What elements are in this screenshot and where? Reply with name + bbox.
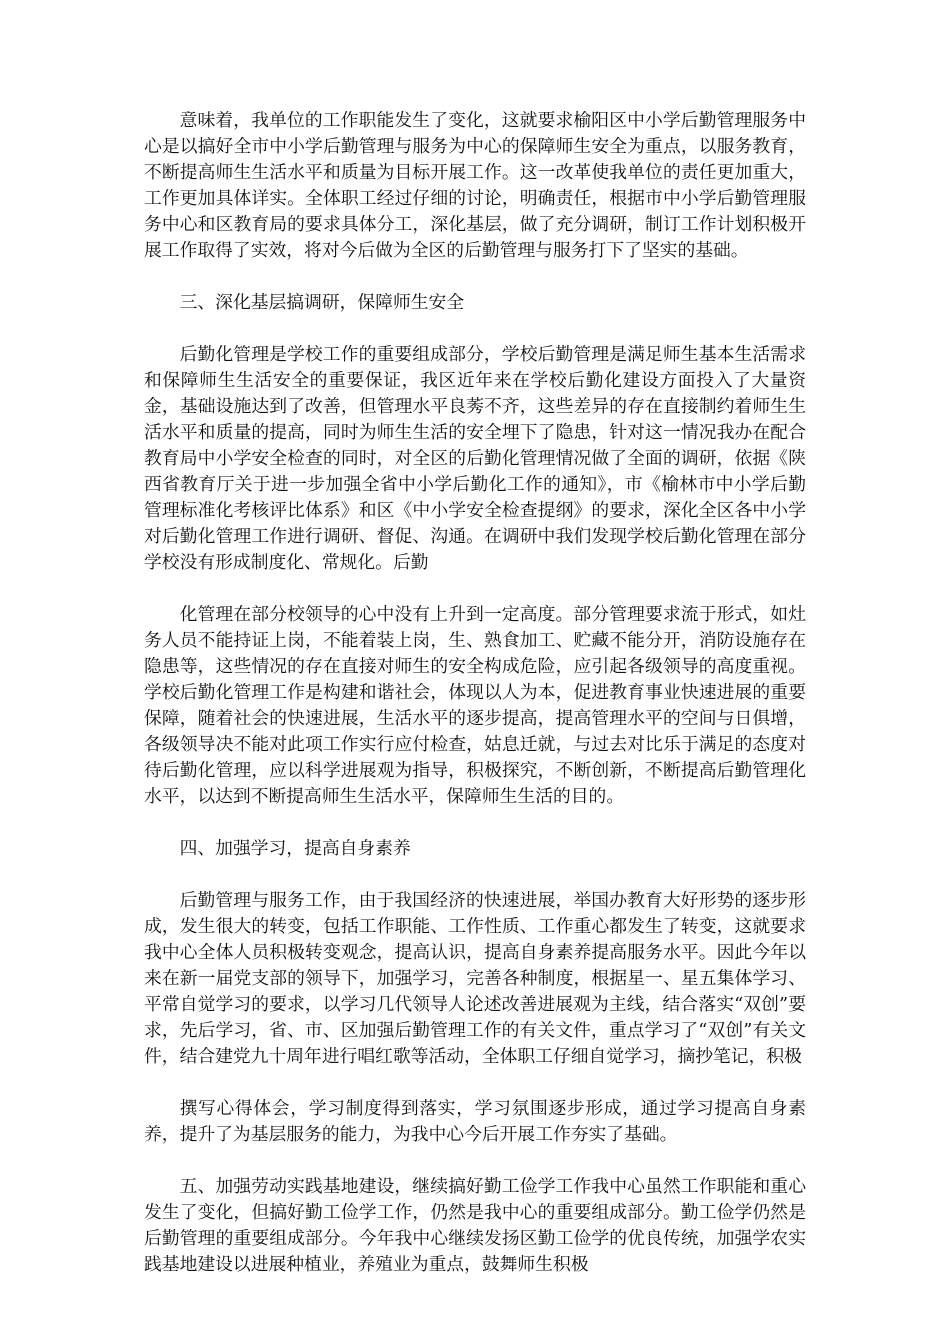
section-paragraph-5: 五、加强劳动实践基地建设，继续搞好勤工俭学工作我中心虽然工作职能和重心发生了变化，但搞好勤工俭学工作，仍然是我中心的重要组成部分。勤工俭学仍然是后勤管理的重要组成部分。今年我中心继续发扬区勤工俭学的优良传统，加强学农实践基地建设以进展种植业，养殖业为重点，鼓舞师生积极	[144, 1176, 806, 1275]
document-page	[144, 108, 806, 1278]
section-heading-3: 三、深化基层搞调研，保障师生安全	[179, 292, 465, 313]
paragraph-3: 化管理在部分校领导的心中没有上升到一定高度。部分管理要求流于形式，如灶务人员不能持证上岗，不能着装上岗，生、熟食加工、贮藏不能分开，消防设施存在隐患等，这些情况的存在直接对师生的安全构成危险，应引起各级领导的高度重视。学校后勤化管理工作是构建和谐社会，体现以人为本，促进教育事业快速进展的重要保障，随着社会的快速进展，生活水平的逐步提高，提高管理水平的空间与日俱增，各级领导决不能对此项工作实行应付检查，姑息迁就，与过去对比乐于满足的态度对待后勤化管理，应以科学进展观为指导，积极探究，不断创新，不断提高后勤管理化水平，以达到不断提高师生生活水平，保障师生生活的目的。	[144, 604, 806, 807]
paragraph-2: 后勤化管理是学校工作的重要组成部分，学校后勤管理是满足师生基本生活需求和保障师生生活安全的重要保证，我区近年来在学校后勤化建设方面投入了大量资金，基础设施达到了改善，但管理水平良莠不齐，这些差异的存在直接制约着师生生活水平和质量的提高，同时为师生生活的安全埋下了隐患，针对这一情况我办在配合教育局中小学安全检查的同时，对全区的后勤化管理情况做了全面的调研，依据《陕西省教育厅关于进一步加强全省中小学后勤化工作的通知》，市《榆林市中小学后勤管理标准化考核评比体系》和区《中小学安全检查提纲》的要求，深化全区各中小学对后勤化管理工作进行调研、督促、沟通。在调研中我们发现学校后勤化管理在部分学校没有形成制度化、常规化。后勤	[144, 344, 806, 573]
paragraph-4: 后勤管理与服务工作，由于我国经济的快速进展，举国办教育大好形势的逐步形成，发生很大的转变，包括工作职能、工作性质、工作重心都发生了转变，这就要求我中心全体人员积极转变观念，提高认识，提高自身素养提高服务水平。因此今年以来在新一届党支部的领导下，加强学习，完善各种制度，根据星一、星五集体学习、平常自觉学习的要求，以学习几代领导人论述改善进展观为主线，结合落实“双创”要求，先后学习，省、市、区加强后勤管理工作的有关文件，重点学习了“双创”有关文件，结合建党九十周年进行唱红歌等活动，全体职工仔细自觉学习，摘抄笔记，积极	[144, 890, 806, 1067]
paragraph-5: 撰写心得体会，学习制度得到落实，学习氛围逐步形成，通过学习提高自身素养，提升了为基层服务的能力，为我中心今后开展工作夯实了基础。	[144, 1098, 806, 1145]
paragraph-1: 意味着，我单位的工作职能发生了变化，这就要求榆阳区中小学后勤管理服务中心是以搞好全市中小学后勤管理与服务为中心的保障师生安全为重点，以服务教育，不断提高师生生活水平和质量为目标开展工作。这一改革使我单位的责任更加重大，工作更加具体详实。全体职工经过仔细的讨论，明确责任，根据市中小学后勤管理服务中心和区教育局的要求具体分工，深化基层，做了充分调研，制订工作计划积极开展工作取得了实效，将对今后做为全区的后勤管理与服务打下了坚实的基础。	[144, 110, 806, 261]
section-heading-4: 四、加强学习，提高自身素养	[179, 838, 411, 859]
